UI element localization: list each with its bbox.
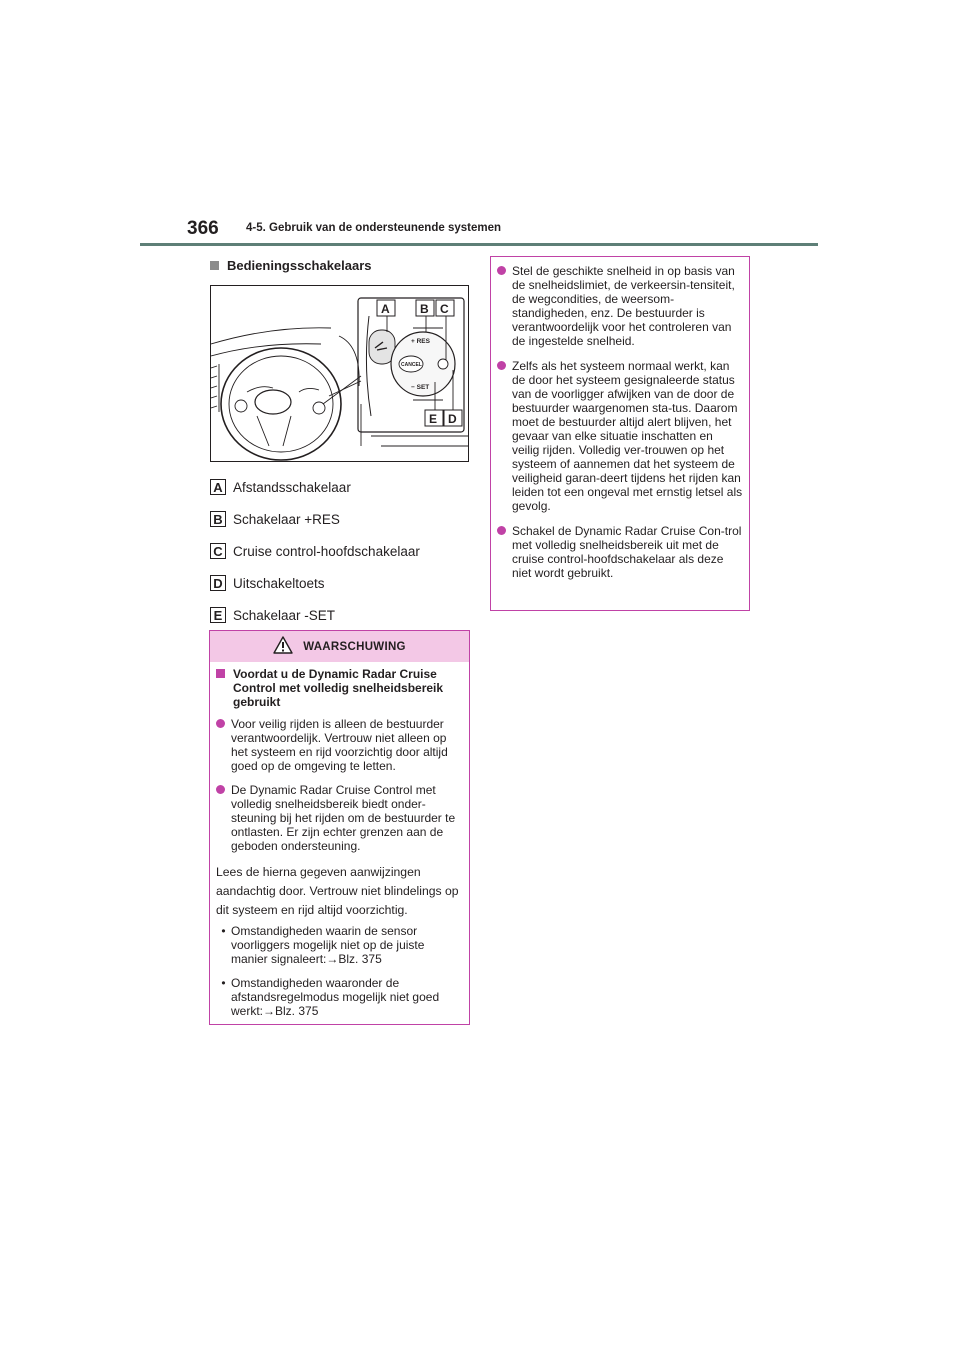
cancel-label: CANCEL (401, 362, 422, 368)
warning-point (497, 524, 743, 580)
warning-point (216, 783, 463, 853)
legend-text: Schakelaar +RES (233, 511, 340, 527)
res-label: + RES (411, 338, 430, 345)
legend-letter: A (210, 479, 226, 495)
warning-header (210, 631, 469, 662)
legend-letter: E (210, 607, 226, 623)
legend-text: Uitschakeltoets (233, 575, 325, 591)
legend-item (210, 567, 420, 599)
legend-text: Schakelaar -SET (233, 607, 336, 623)
bullet-dot-icon: • (221, 976, 226, 990)
warning-bullet (216, 976, 463, 1018)
square-bullet-icon (216, 669, 225, 678)
page-number: 366 (187, 218, 219, 239)
section-heading (210, 258, 372, 273)
warning-subheading-text: Voordat u de Dynamic Radar Cruise Control met volledig snelheidsbereik gebruikt (233, 667, 444, 709)
callout-e: E (429, 412, 438, 426)
warning-point-text: Stel de geschikte snelheid in op basis van de snelheidslimiet, de verkeersin-tensiteit, de wegcondities, de weersom-standigheden, enz. De bestuurder is verantwoordelijk voor het controleren van de ingestelde snelheid. (512, 264, 735, 348)
legend-letter: D (210, 575, 226, 591)
legend-item (210, 599, 420, 631)
legend-item (210, 535, 420, 567)
warning-subheading (216, 667, 463, 709)
bullet-dot-icon: • (221, 924, 226, 938)
warning-bullet-text: Omstandigheden waarin de sensor voorliggers mogelijk niet op de juiste manier signaleert:→Blz. 375 (231, 924, 425, 966)
warning-bullet (216, 924, 463, 966)
dot-bullet-icon (497, 526, 506, 535)
warning-point (216, 717, 463, 773)
legend-letter: C (210, 543, 226, 559)
callout-c: C (440, 302, 449, 316)
callout-legend (210, 471, 420, 631)
header-rule (140, 243, 818, 246)
callout-d: D (448, 412, 457, 426)
warning-triangle-icon (273, 636, 293, 654)
dot-bullet-icon (216, 719, 225, 728)
callout-a: A (381, 302, 390, 316)
legend-letter: B (210, 511, 226, 527)
warning-continuation-box (490, 256, 750, 611)
warning-box (209, 630, 470, 1025)
set-label: − SET (411, 384, 430, 391)
section-title: Bedieningsschakelaars (227, 258, 372, 273)
dot-bullet-icon (497, 266, 506, 275)
dot-bullet-icon (216, 785, 225, 794)
warning-point-text: Voor veilig rijden is alleen de bestuurder verantwoordelijk. Vertrouw niet alleen op het systeem en rijd voorzichtig door altijd goed op de omgeving te letten. (231, 717, 448, 773)
warning-bullet-text: Omstandigheden waaronder de afstandsregelmodus mogelijk niet goed werkt:→Blz. 375 (231, 976, 440, 1018)
warning-point-text: Schakel de Dynamic Radar Cruise Con-trol met volledig snelheidsbereik uit met de cruise control-hoofdschakelaar als deze niet wordt gebruikt. (512, 524, 742, 580)
warning-paragraph: Lees de hierna gegeven aanwijzingen aandachtig door. Vertrouw niet blindelings op dit systeem en rijd altijd voorzichtig. (216, 865, 459, 917)
steering-switch-illustration (210, 285, 469, 462)
warning-point-text: De Dynamic Radar Cruise Control met volledig snelheidsbereik biedt onder-steuning bij het rijden om de bestuurder te ontlasten. Er zijn echter grenzen aan de geboden ondersteuning. (231, 783, 456, 853)
steering-wheel-drawing (211, 286, 469, 462)
dot-bullet-icon (497, 361, 506, 370)
chapter-title: 4-5. Gebruik van de ondersteunende systemen (246, 222, 501, 234)
callout-b: B (420, 302, 429, 316)
legend-text: Afstandsschakelaar (233, 479, 351, 495)
legend-text: Cruise control-hoofdschakelaar (233, 543, 420, 559)
warning-title: WAARSCHUWING (303, 640, 406, 653)
legend-item (210, 471, 420, 503)
warning-point-text: Zelfs als het systeem normaal werkt, kan de door het systeem gesignaleerde status van de voorligger afwijken van de door de bestuurder waargenomen sta-tus. Daarom moet de bestuurder altijd alert blijven, het gevaar van elke situatie inschatten en veilig rijden. Volledig ver-trouwen op het systeem of aannemen dat het systeem de veiligheid garan-deert tijdens het rijden kan leiden tot een ongeval met ernstig letsel als gevolg. (512, 359, 743, 513)
warning-point (497, 359, 743, 513)
square-bullet-icon (210, 261, 219, 270)
warning-body (210, 662, 469, 1018)
warning-point (497, 264, 743, 348)
legend-item (210, 503, 420, 535)
